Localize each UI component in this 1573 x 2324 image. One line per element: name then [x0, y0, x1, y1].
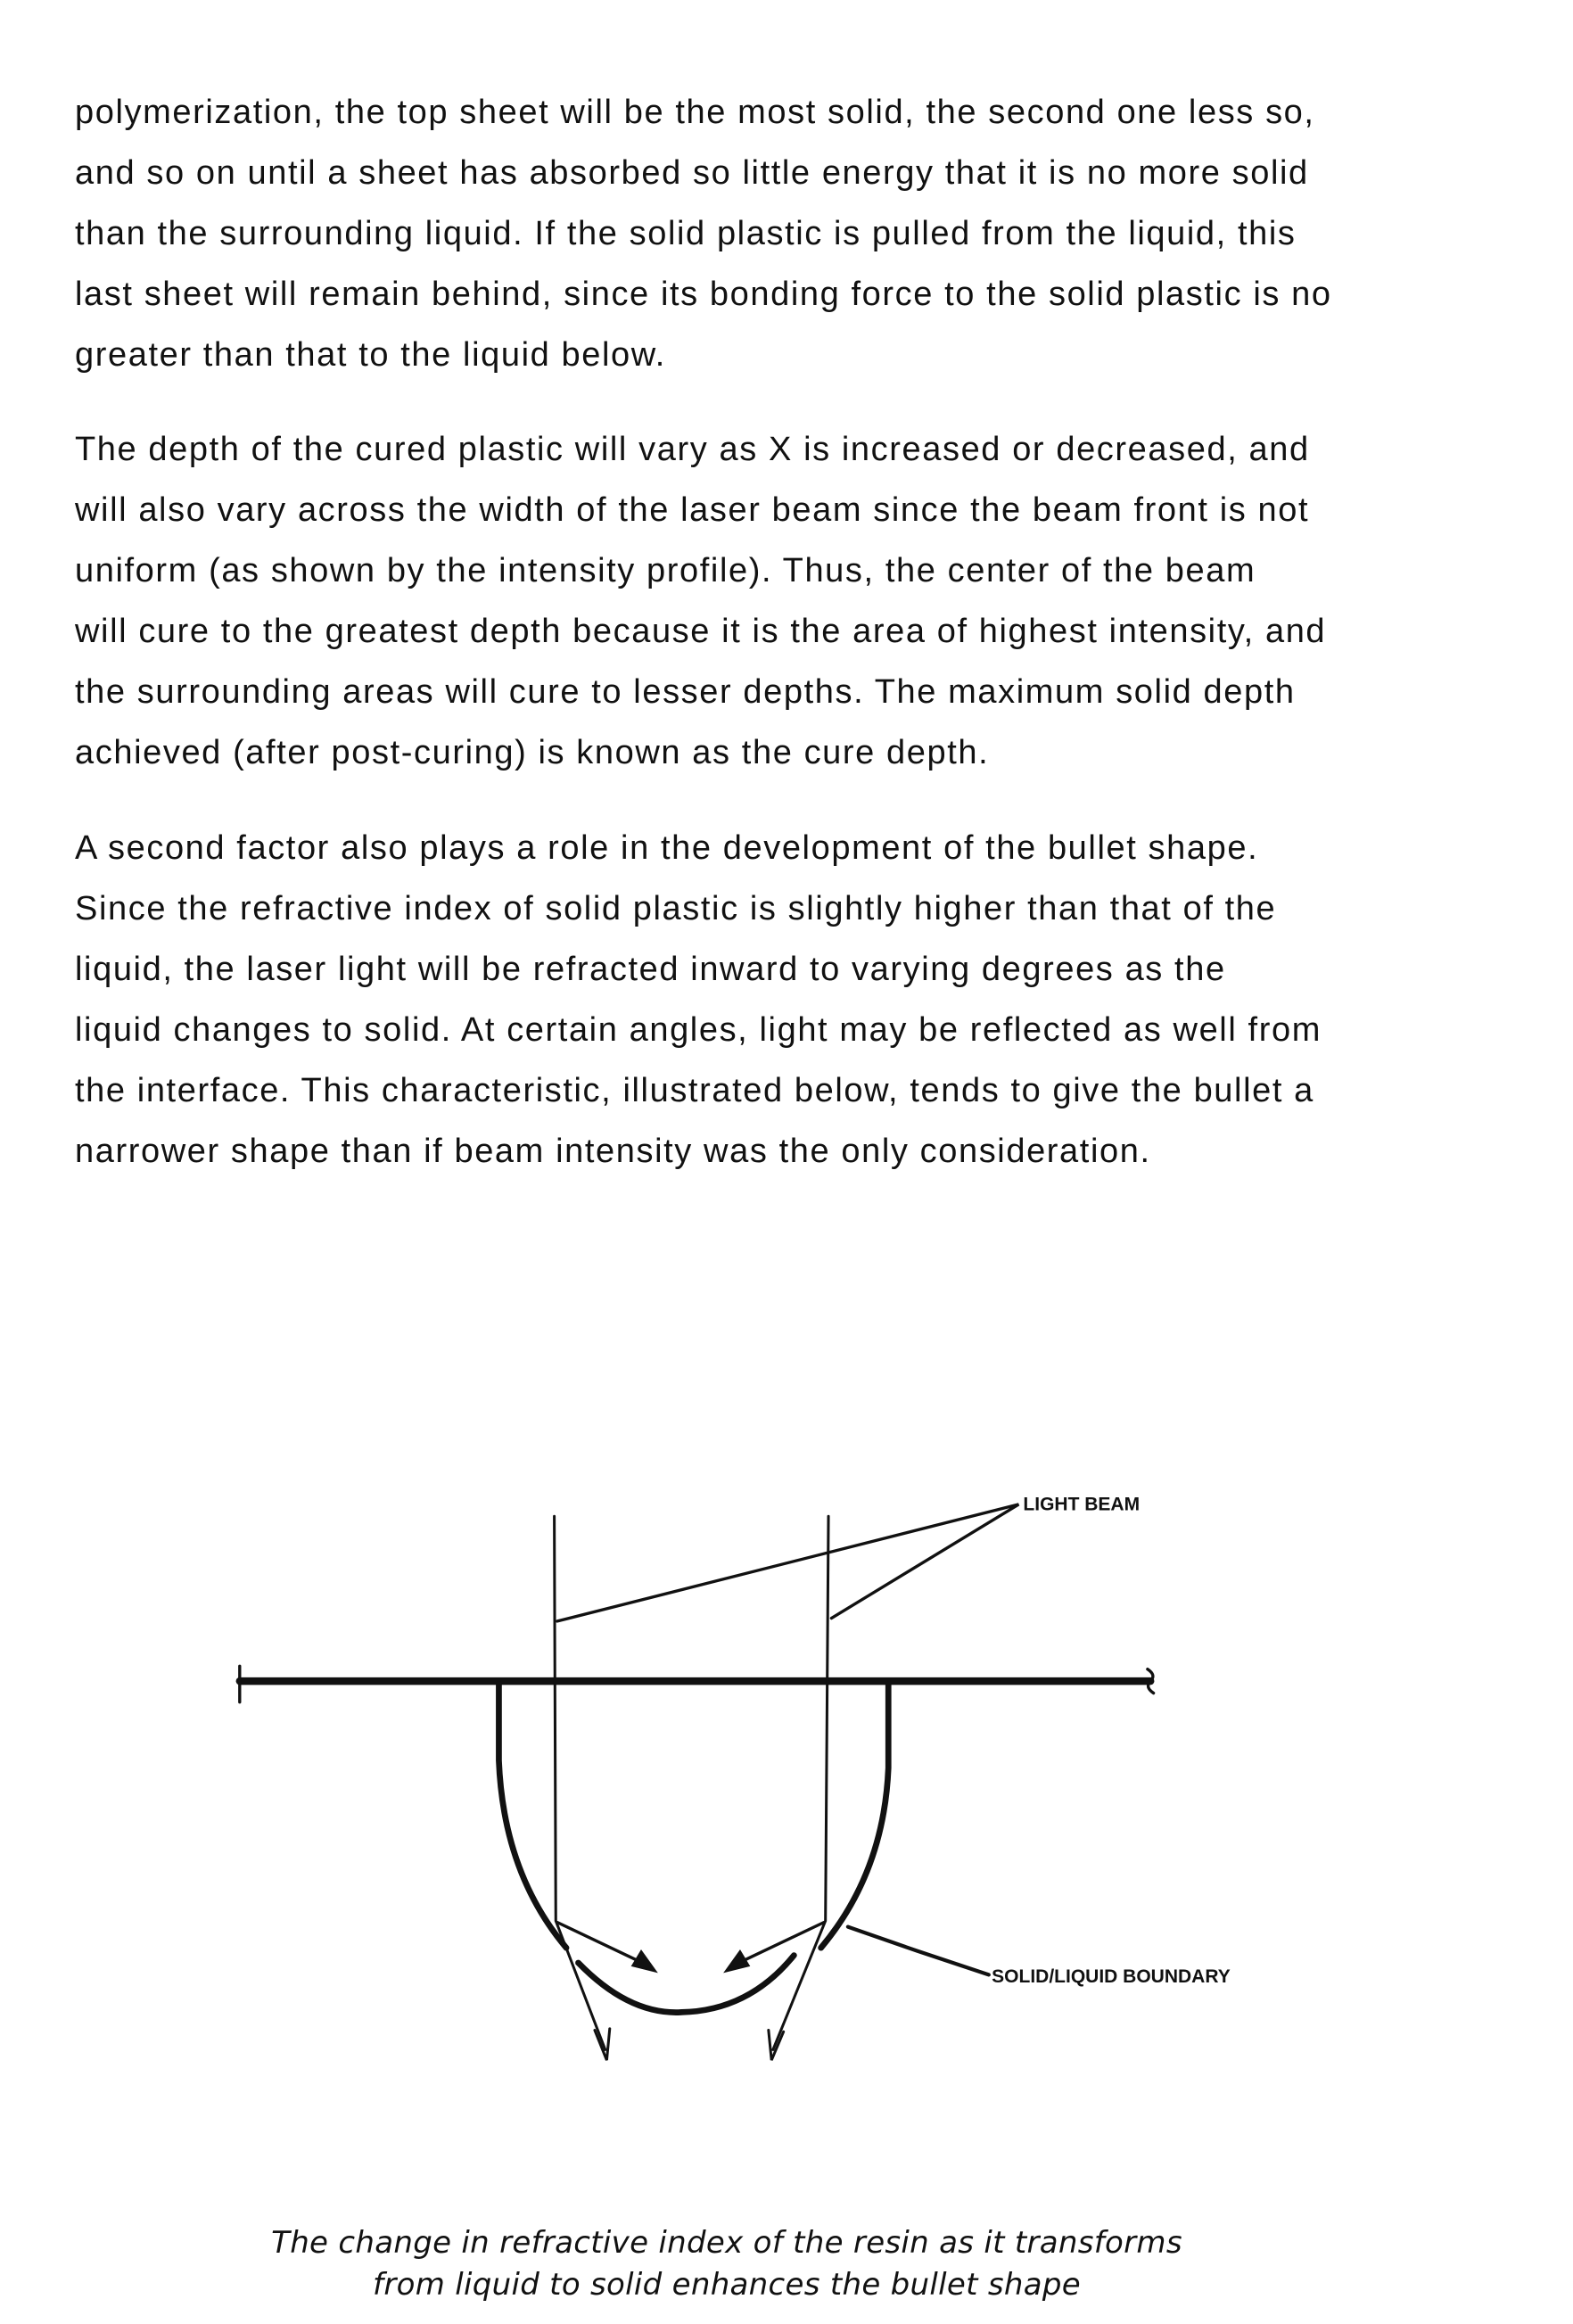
- light-beam-left: [555, 1516, 605, 2049]
- bullet-shape-diagram: [0, 0, 1573, 2324]
- text-line: will also vary across the width of the laser beam since the beam front is not: [75, 480, 1326, 540]
- light-beam-label: LIGHT BEAM: [1023, 1495, 1140, 1515]
- text-line: A second factor also plays a role in the development of the bullet shape.: [75, 818, 1322, 878]
- text-line: Since the refractive index of solid plastic is slightly higher than that of the: [75, 878, 1322, 939]
- text-line: than the surrounding liquid. If the solid plastic is pulled from the liquid, this: [75, 203, 1332, 264]
- arrowhead-reflect-right: [725, 1951, 749, 1973]
- caption-line: from liquid to solid enhances the bullet shape: [0, 2264, 1454, 2306]
- boundary-leader: [848, 1927, 989, 1975]
- text-line: uniform (as shown by the intensity profile). Thus, the center of the beam: [75, 540, 1326, 601]
- text-line: narrower shape than if beam intensity was the only consideration.: [75, 1121, 1322, 1182]
- text-line: achieved (after post-curing) is known as the cure depth.: [75, 722, 1326, 783]
- text-line: the surrounding areas will cure to lesser depths. The maximum solid depth: [75, 662, 1326, 722]
- arrowhead-reflect-left: [632, 1951, 656, 1973]
- text-line: polymerization, the top sheet will be the most solid, the second one less so,: [75, 82, 1332, 143]
- text-line: greater than that to the liquid below.: [75, 325, 1332, 385]
- text-line: liquid, the laser light will be refracted inward to varying degrees as the: [75, 939, 1322, 1000]
- text-line: The depth of the cured plastic will vary as X is increased or decreased, and: [75, 419, 1326, 480]
- bullet-boundary-right: [821, 1684, 889, 1948]
- text-line: and so on until a sheet has absorbed so little energy that it is no more solid: [75, 143, 1332, 203]
- text-line: will cure to the greatest depth because it is the area of highest intensity, and: [75, 601, 1326, 662]
- text-line: liquid changes to solid. At certain angles, light may be reflected as well from: [75, 1000, 1322, 1060]
- light-beam-leader: [557, 1504, 1018, 1621]
- figure-caption: [0, 2222, 1454, 2306]
- bullet-boundary-bottom: [578, 1956, 794, 2013]
- caption-line: The change in refractive index of the resin as it transforms: [0, 2222, 1454, 2264]
- text-line: the interface. This characteristic, illustrated below, tends to give the bullet a: [75, 1060, 1322, 1121]
- text-line: last sheet will remain behind, since its bonding force to the solid plastic is no: [75, 264, 1332, 325]
- boundary-label: SOLID/LIQUID BOUNDARY: [992, 1966, 1231, 1987]
